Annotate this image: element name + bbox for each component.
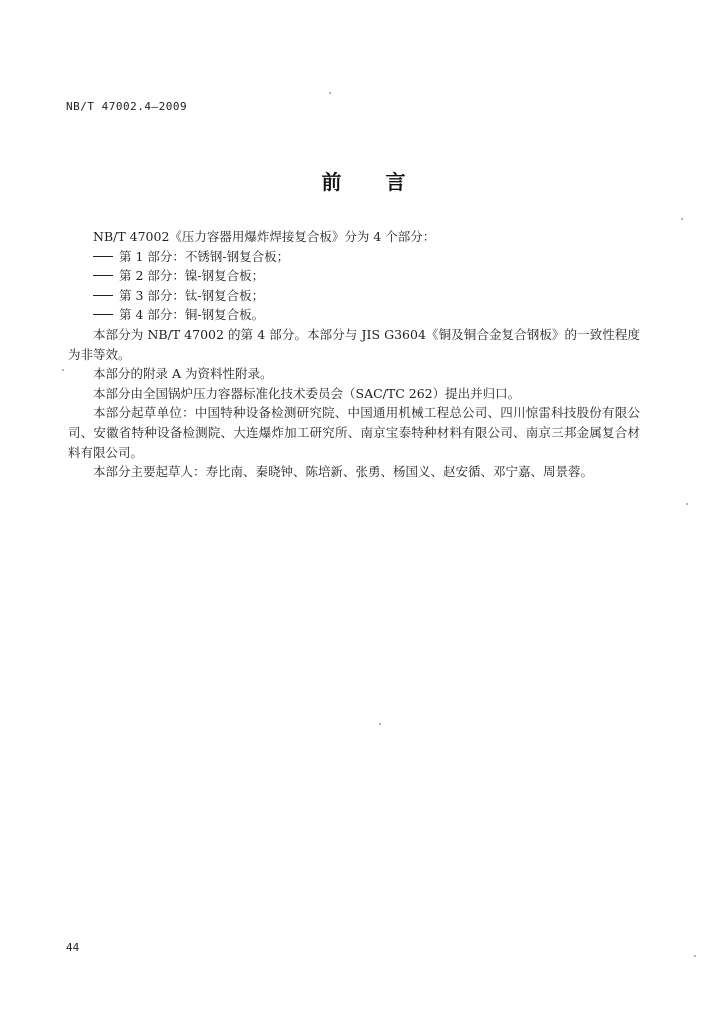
- scan-speck: [686, 503, 688, 505]
- page-number: 44: [66, 942, 80, 954]
- page-title: 前言: [321, 170, 450, 194]
- scan-speck: [681, 218, 683, 220]
- part-list-item: [68, 247, 640, 267]
- dash-mark: [93, 275, 113, 276]
- scan-speck: [329, 92, 331, 94]
- intro-paragraph: NB/T 47002《压力容器用爆炸焊接复合板》分为 4 个部分：: [93, 229, 436, 244]
- standard-code: NB/T 47002.4—2009: [66, 100, 188, 113]
- part-label: 第 1 部分：不锈钢-钢复合板；: [119, 248, 290, 264]
- foreword-body: [68, 227, 640, 482]
- part-list-item: [68, 305, 640, 325]
- equivalence-paragraph: 本部分为 NB/T 47002 的第 4 部分。本部分与 JIS G3604《铜及铜合金复合钢板》的一致性程度为非等效。: [68, 326, 640, 362]
- part-label: 第 2 部分：镍-钢复合板；: [119, 268, 265, 284]
- scan-speck: [379, 723, 381, 725]
- part-list-item: [68, 286, 640, 306]
- drafting-units-paragraph: 本部分起草单位：中国特种设备检测研究院、中国通用机械工程总公司、四川惊雷科技股份有限公司、安徽省特种设备检测院、大连爆炸加工研究所、南京宝泰特种材料有限公司、南京三邦金属复合材料有限公司。: [68, 405, 640, 460]
- scan-speck: [62, 369, 64, 371]
- committee-paragraph: 本部分由全国锅炉压力容器标准化技术委员会（SAC/TC 262）提出并归口。: [93, 385, 521, 401]
- part-list-item: [68, 266, 640, 286]
- part-label: 第 3 部分：钛-钢复合板；: [119, 287, 265, 303]
- part-label: 第 4 部分：铜-钢复合板。: [119, 307, 265, 323]
- scan-speck: [694, 955, 696, 957]
- drafters-paragraph: 本部分主要起草人：寿比南、秦晓钟、陈培新、张勇、杨国义、赵安循、邓宁嘉、周景蓉。: [93, 464, 594, 480]
- dash-mark: [93, 256, 113, 257]
- appendix-paragraph: 本部分的附录 A 为资料性附录。: [93, 366, 273, 382]
- dash-mark: [93, 314, 113, 315]
- dash-mark: [93, 295, 113, 296]
